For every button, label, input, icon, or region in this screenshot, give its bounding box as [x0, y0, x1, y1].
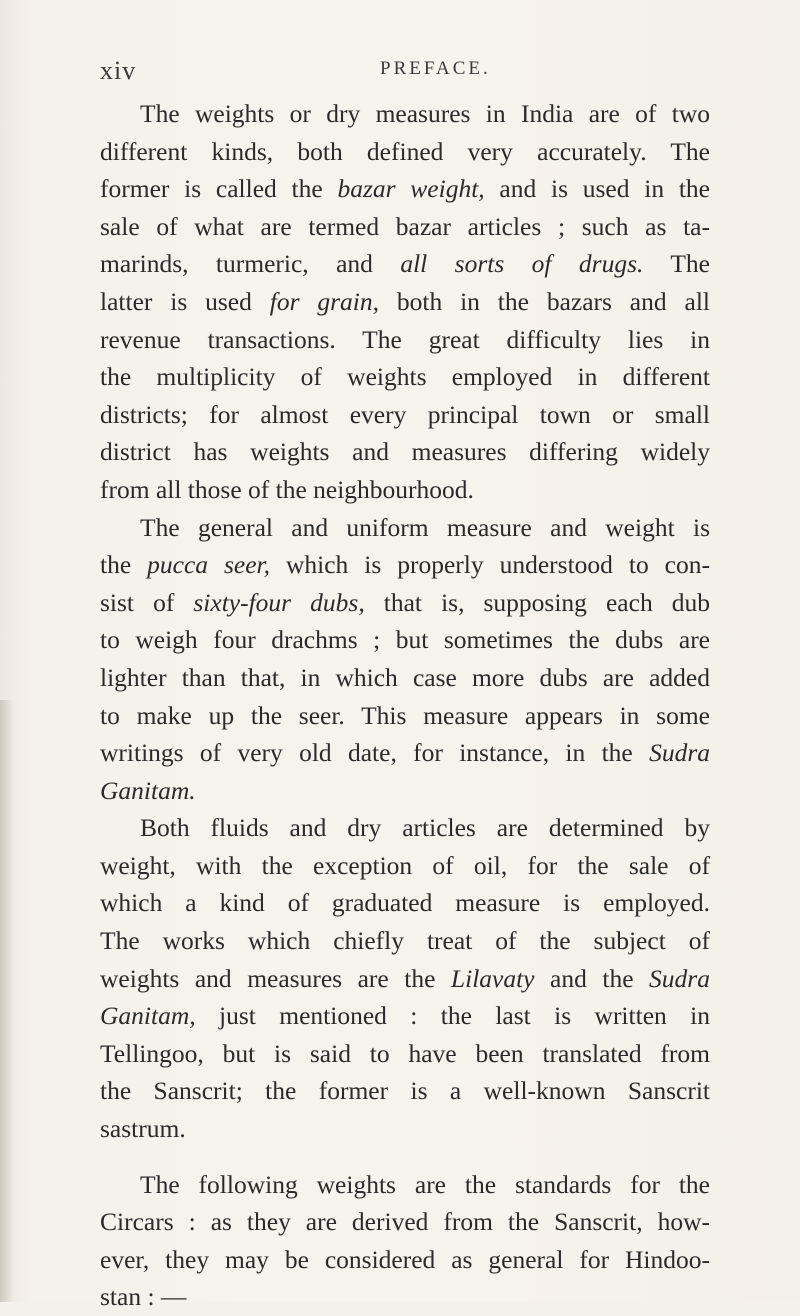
- text-span: both in the bazars and all: [379, 286, 710, 316]
- italic-term: bazar weight,: [337, 174, 485, 204]
- text-line: [100, 170, 710, 208]
- text-line: sastrum.: [100, 1114, 186, 1144]
- paragraph-pucca-seer: [100, 509, 710, 810]
- text-line: district has weights and measures differing widely: [100, 437, 710, 467]
- text-line: stan : —: [100, 1282, 187, 1312]
- running-head: PREFACE.: [380, 58, 491, 79]
- text-line: which a kind of graduated measure is employed.: [100, 888, 710, 918]
- text-line: [100, 772, 710, 810]
- text-line: [100, 960, 710, 998]
- text-span: sist of: [100, 587, 194, 617]
- text-line: The general and uniform measure and weight is: [140, 512, 710, 542]
- italic-term: Lilavaty: [450, 963, 535, 993]
- text-span: and the: [534, 963, 650, 993]
- text-line: ever, they may be considered as general for Hindoo-: [100, 1244, 710, 1274]
- text-line: lighter than that, in which case more dubs are added: [100, 662, 710, 692]
- text-line: revenue transactions. The great difficulty lies in: [100, 324, 710, 354]
- text-span: that is, supposing each dub: [364, 587, 710, 617]
- page-gutter-shadow: [0, 700, 14, 1302]
- paragraph-weights-kinds: [100, 95, 710, 509]
- italic-term: pucca seer,: [147, 550, 271, 580]
- italic-term: all sorts of drugs.: [400, 249, 644, 279]
- text-line: Tellingoo, but is said to have been translated from: [100, 1038, 710, 1068]
- text-line: Circars : as they are derived from the Sanscrit, how-: [100, 1207, 710, 1237]
- text-line: to weigh four drachms ; but sometimes the dubs are: [100, 625, 710, 655]
- text-span: weights and measures are the: [100, 963, 451, 993]
- text-line: Both fluids and dry articles are determined by: [140, 813, 710, 843]
- text-line: [100, 734, 710, 772]
- paragraph-fluids-dry-articles: [100, 809, 710, 1147]
- text-span: writings of very old date, for instance, in the: [100, 738, 650, 768]
- italic-term: Sudra: [649, 963, 710, 993]
- text-span: which is properly understood to con-: [270, 550, 710, 580]
- text-line: weight, with the exception of oil, for the sale of: [100, 850, 710, 880]
- page-header: [100, 56, 720, 88]
- text-line: [100, 283, 710, 321]
- paragraph-following-weights: [100, 1166, 710, 1316]
- italic-term: Sudra: [649, 738, 710, 768]
- text-line: The following weights are the standards for the: [140, 1169, 710, 1199]
- italic-term: Ganitam.: [100, 775, 196, 805]
- text-line: [100, 546, 710, 584]
- text-line: different kinds, both defined very accurately. The: [100, 136, 710, 166]
- text-line: to make up the seer. This measure appears in some: [100, 700, 710, 730]
- text-line: The works which chiefly treat of the subject of: [100, 926, 710, 956]
- body-text: [100, 95, 710, 1316]
- text-line: districts; for almost every principal town or small: [100, 399, 710, 429]
- text-span: the: [100, 550, 148, 580]
- text-line: from all those of the neighbourhood.: [100, 474, 474, 504]
- text-line: [100, 997, 710, 1035]
- text-line: The weights or dry measures in India are of two: [140, 99, 710, 128]
- text-line: [100, 245, 710, 283]
- italic-term: Ganitam,: [100, 1001, 196, 1031]
- page-number: xiv: [100, 56, 137, 85]
- text-span: latter is used: [100, 286, 270, 316]
- paragraph-gap: [100, 1148, 710, 1166]
- text-span: former is called the: [100, 174, 338, 204]
- text-line: the multiplicity of weights employed in different: [100, 362, 710, 392]
- text-span: just mentioned : the last is written in: [195, 1001, 710, 1031]
- text-span: and is used in the: [484, 174, 711, 204]
- text-span: The: [643, 249, 710, 279]
- text-line: sale of what are termed bazar articles ; such as ta-: [100, 211, 710, 241]
- text-span: marinds, turmeric, and: [100, 249, 401, 279]
- italic-term: for grain,: [269, 286, 380, 316]
- italic-term: sixty-four dubs,: [193, 587, 365, 617]
- text-line: the Sanscrit; the former is a well-known Sanscrit: [100, 1076, 710, 1106]
- text-line: [100, 584, 710, 622]
